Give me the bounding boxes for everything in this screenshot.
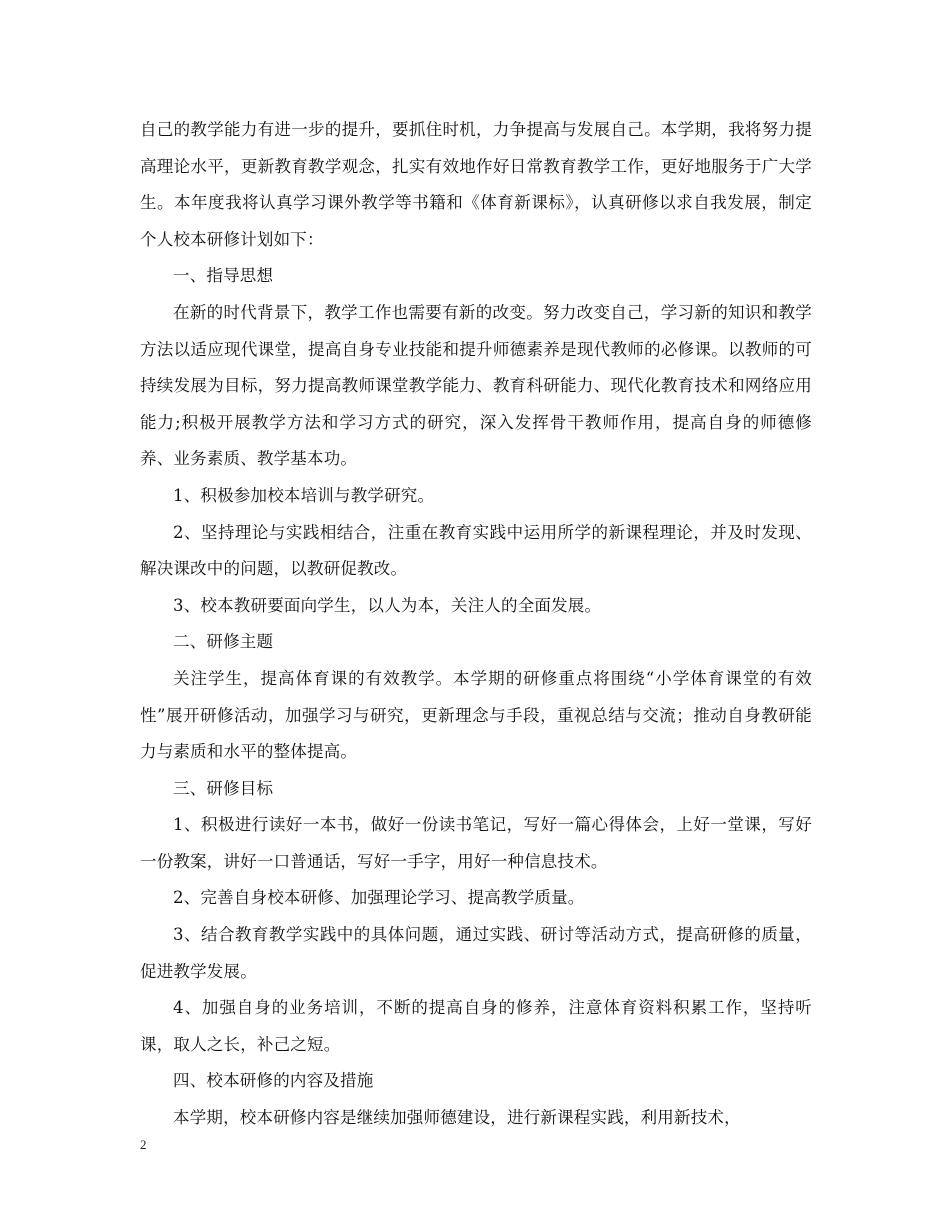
paragraph: 3、结合教育教学实践中的具体问题，通过实践、研讨等活动方式，提高研修的质量，促进教学发展。 <box>140 925 812 981</box>
paragraph: 2、完善自身校本研修、加强理论学习、提高教学质量。 <box>173 888 585 908</box>
paragraph: 1、积极进行读好一本书，做好一份读书笔记，写好一篇心得体会，上好一堂课，写好一份教案，讲好一口普通话，写好一手字，用好一种信息技术。 <box>140 815 812 871</box>
paragraph: 自己的教学能力有进一步的提升，要抓住时机，力争提高与发展自己。本学期，我将努力提高理论水平，更新教育教学观念，扎实有效地作好日常教育教学工作，更好地服务于广大学生。本年度我将认真学习课外教学等书籍和《体育新课标》，认真研修以求自我发展，制定个人校本研修计划如下： <box>140 120 812 249</box>
document-body <box>140 112 812 1137</box>
paragraph: 4、加强自身的业务培训，不断的提高自身的修养，注意体育资料积累工作，坚持听课，取人之长，补己之短。 <box>140 998 812 1054</box>
paragraph: 二、研修主题 <box>173 632 274 652</box>
paragraph: 1、积极参加校本培训与教学研究。 <box>173 485 435 505</box>
page-number: 2 <box>140 1137 147 1152</box>
paragraph: 2、坚持理论与实践相结合，注重在教育实践中运用所学的新课程理论，并及时发现、解决课改中的问题，以教研促教改。 <box>140 522 812 579</box>
paragraph: 三、研修目标 <box>173 778 274 798</box>
paragraph: 3、校本教研要面向学生，以人为本，关注人的全面发展。 <box>173 595 602 615</box>
paragraph: 四、校本研修的内容及措施 <box>173 1071 374 1091</box>
paragraph: 本学期，校本研修内容是继续加强师德建设，进行新课程实践，利用新技术， <box>173 1108 741 1128</box>
paragraph: 关注学生，提高体育课的有效教学。本学期的研修重点将围绕“小学体育课堂的有效性”展开研修活动，加强学习与研究，更新理念与手段，重视总结与交流；推动自身教研能力与素质和水平的整体提高。 <box>140 668 812 762</box>
paragraph: 在新的时代背景下，教学工作也需要有新的改变。努力改变自己，学习新的知识和教学方法以适应现代课堂，提高自身专业技能和提升师德素养是现代教师的必修课。以教师的可持续发展为目标，努力提高教师课堂教学能力、教育科研能力、现代化教育技术和网络应用能力;积极开展教学方法和学习方式的研究，深入发挥骨干教师作用，提高自身的师德修养、业务素质、教学基本功。 <box>140 302 812 469</box>
paragraph: 一、指导思想 <box>173 266 274 286</box>
